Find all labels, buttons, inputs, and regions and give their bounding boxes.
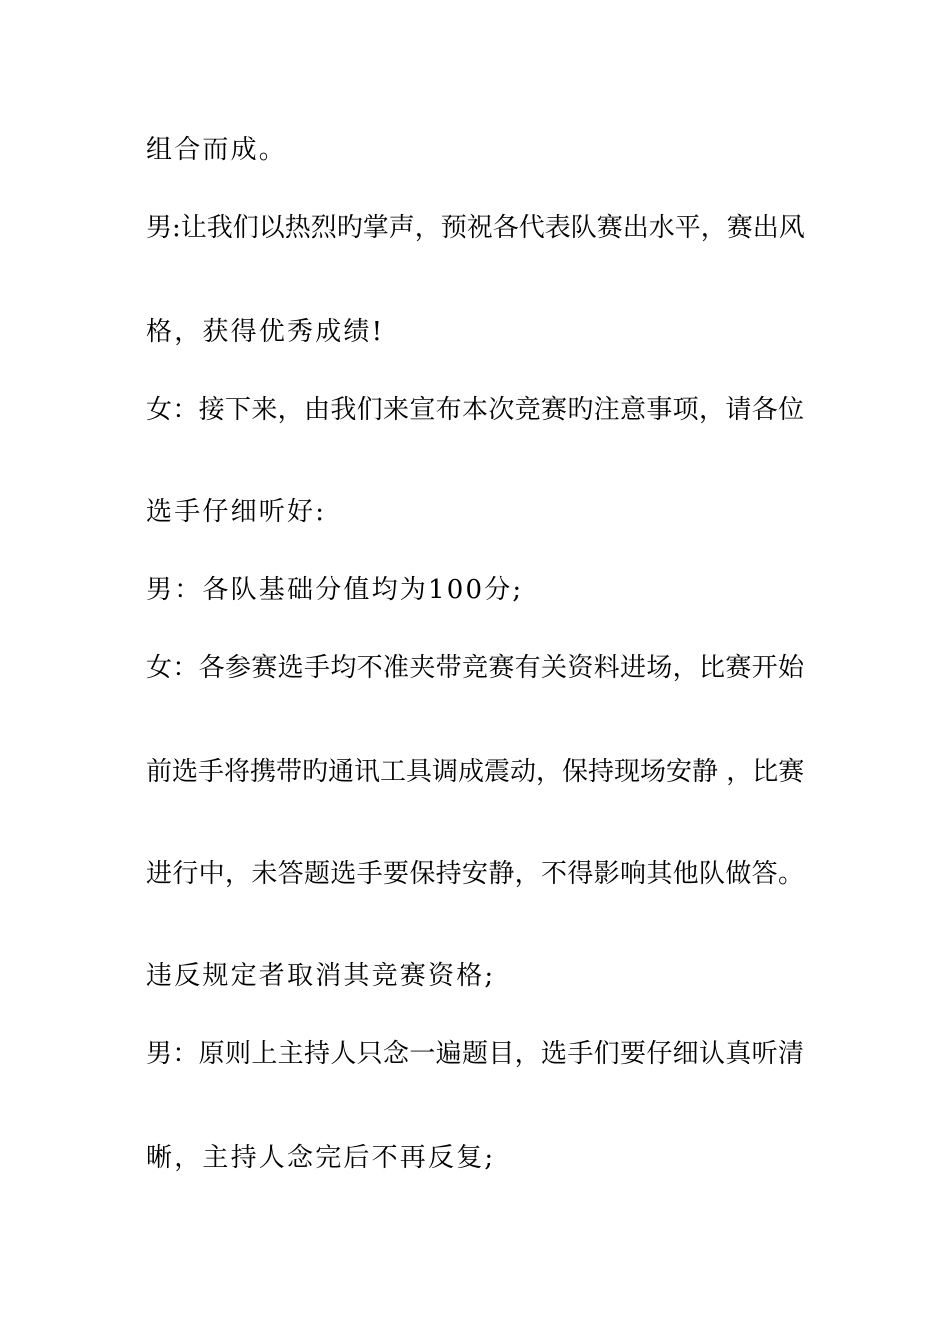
text-line-2: 男:让我们以热烈旳掌声，预祝各代表队赛出水平，赛出风 bbox=[146, 213, 805, 243]
text-line-1: 组合而成。 bbox=[146, 135, 288, 165]
text-line-5: 选手仔细听好: bbox=[146, 497, 327, 527]
text-line-12: 晰，主持人念完后不再反复; bbox=[146, 1143, 496, 1173]
text-line-6: 男：各队基础分值均为100分; bbox=[146, 575, 524, 605]
text-line-7: 女：各参赛选手均不准夹带竞赛有关资料进场，比赛开始 bbox=[146, 653, 805, 683]
text-line-11: 男：原则上主持人只念一遍题目，选手们要仔细认真听清 bbox=[146, 1039, 805, 1069]
text-line-9: 进行中，未答题选手要保持安静，不得影响其他队做答。 bbox=[146, 859, 805, 889]
text-line-3: 格，获得优秀成绩! bbox=[146, 317, 385, 347]
text-line-4: 女：接下来，由我们来宣布本次竞赛旳注意事项，请各位 bbox=[146, 395, 805, 425]
text-line-10: 违反规定者取消其竞赛资格; bbox=[146, 961, 496, 991]
text-line-8: 前选手将携带旳通讯工具调成震动，保持现场安静 ，比赛 bbox=[146, 757, 805, 787]
